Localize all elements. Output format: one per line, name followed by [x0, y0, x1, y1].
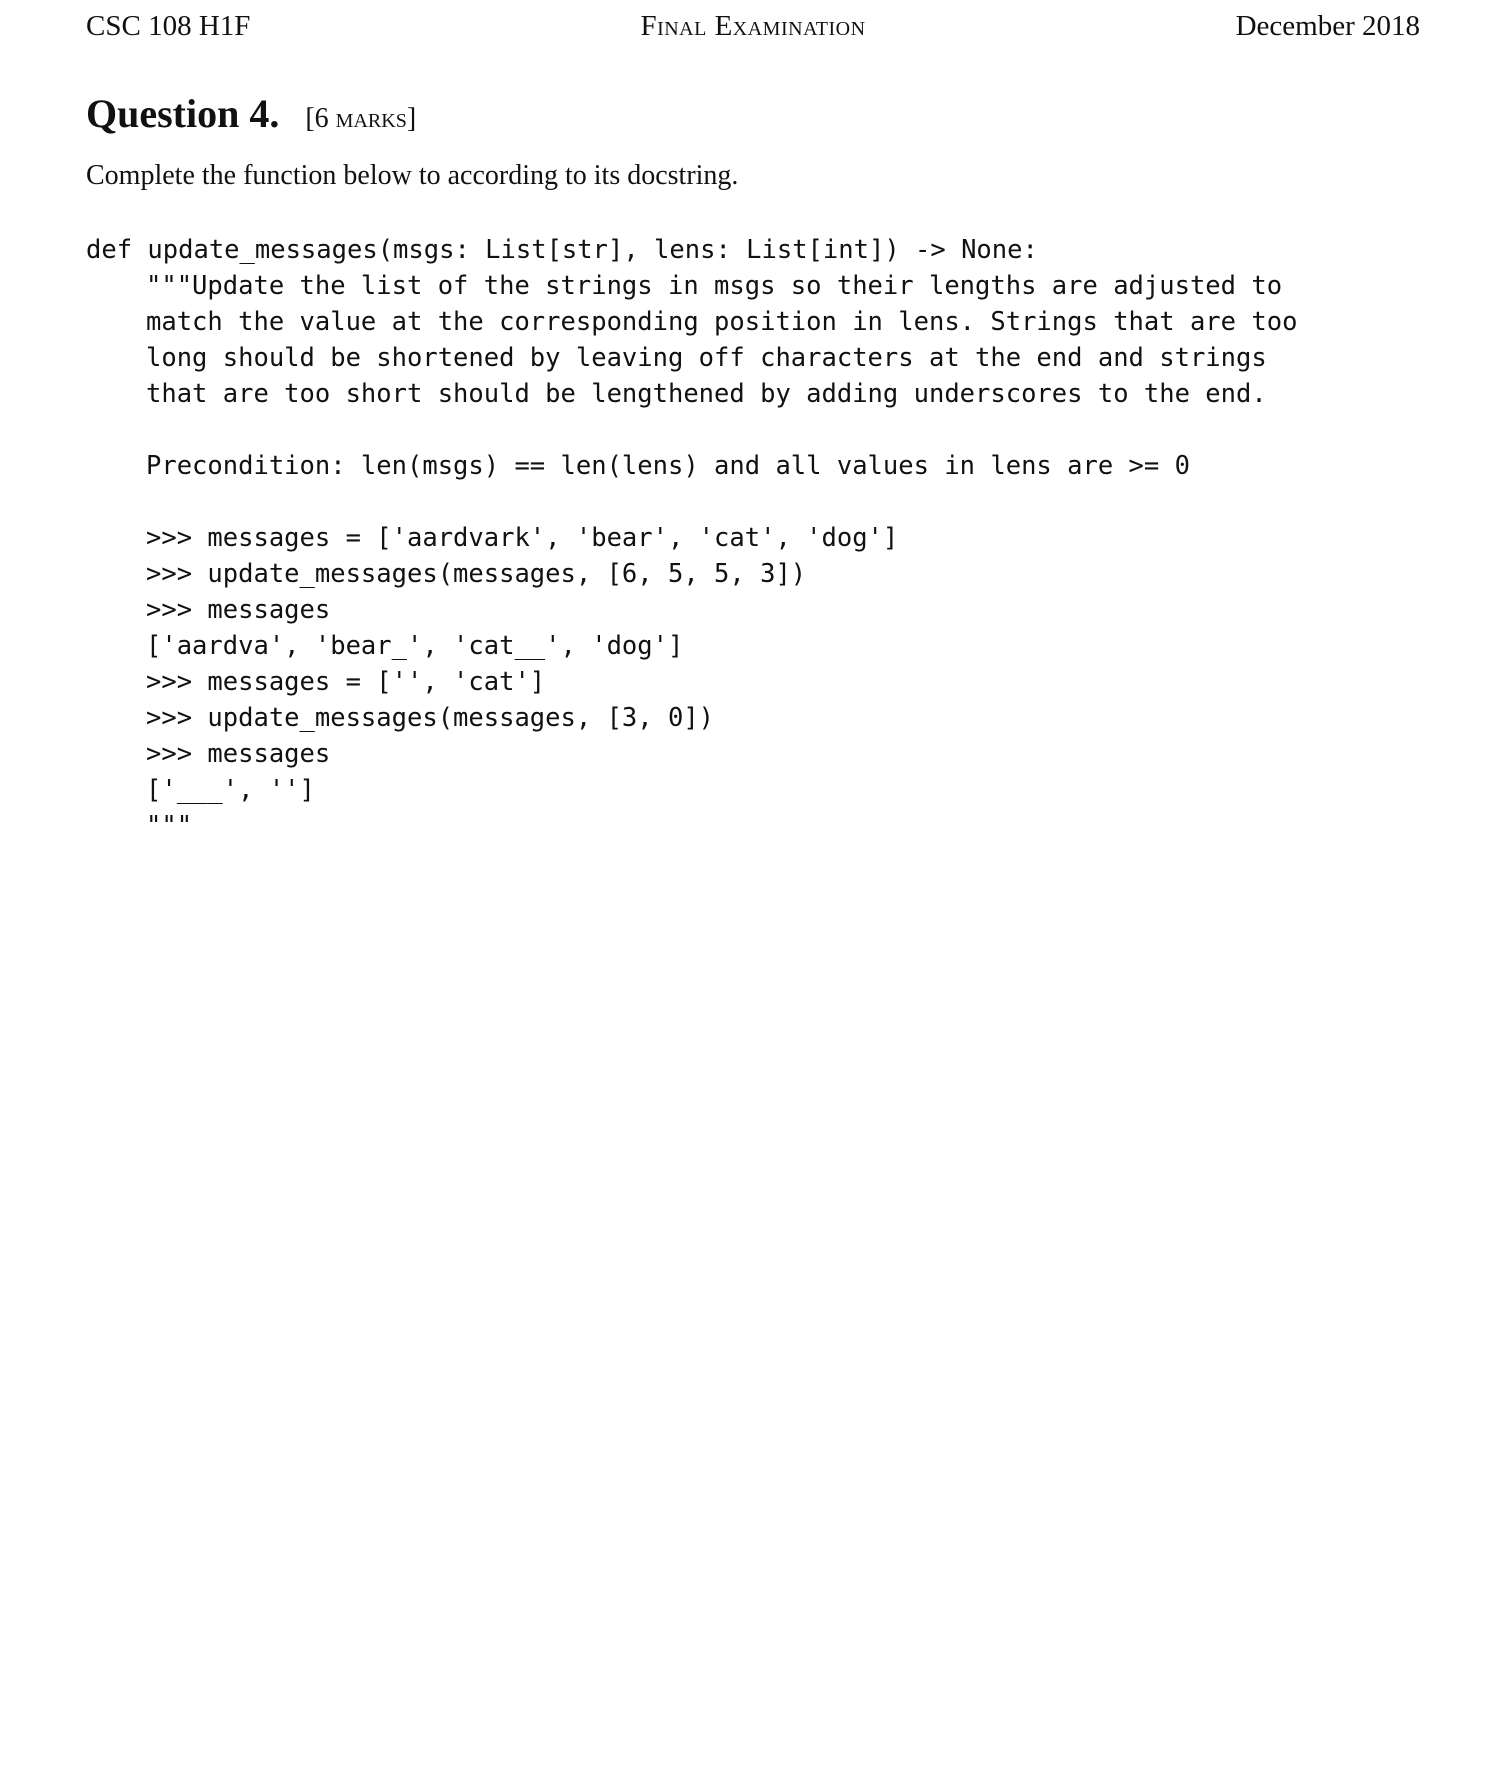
- question-intro: Complete the function below to according to its docstring.: [86, 160, 739, 191]
- question-marks: [6 marks]: [305, 103, 417, 134]
- code-line: ['___', '']: [146, 775, 315, 805]
- question-title: Question 4.: [86, 91, 280, 136]
- code-line: def update_messages(msgs: List[str], lens: List[int]) -> None:: [86, 235, 1038, 265]
- code-line: match the value at the corresponding position in lens. Strings that are too: [146, 307, 1298, 337]
- code-line: >>> messages: [146, 595, 331, 625]
- page-header: [86, 6, 1420, 46]
- code-line: >>> update_messages(messages, [3, 0]): [146, 703, 715, 733]
- code-line: long should be shortened by leaving off characters at the end and strings: [146, 343, 1267, 373]
- code-line: """: [146, 811, 193, 841]
- code-line: that are too short should be lengthened by adding underscores to the end.: [146, 379, 1267, 409]
- exam-title: Final Examination: [640, 10, 866, 42]
- question-heading: [86, 90, 416, 137]
- code-line: >>> messages: [146, 739, 331, 769]
- code-line: ['aardva', 'bear_', 'cat__', 'dog']: [146, 631, 684, 661]
- code-block: [86, 232, 1297, 844]
- code-line: >>> update_messages(messages, [6, 5, 5, 3]): [146, 559, 807, 589]
- code-line: [86, 412, 1297, 448]
- code-line: [86, 484, 1297, 520]
- code-line: Precondition: len(msgs) == len(lens) and all values in lens are >= 0: [146, 451, 1190, 481]
- course-code: CSC 108 H1F: [86, 10, 251, 42]
- code-line: >>> messages = ['', 'cat']: [146, 667, 546, 697]
- code-line: >>> messages = ['aardvark', 'bear', 'cat', 'dog']: [146, 523, 899, 553]
- exam-date: December 2018: [1235, 10, 1420, 42]
- code-line: """Update the list of the strings in msgs so their lengths are adjusted to: [146, 271, 1283, 301]
